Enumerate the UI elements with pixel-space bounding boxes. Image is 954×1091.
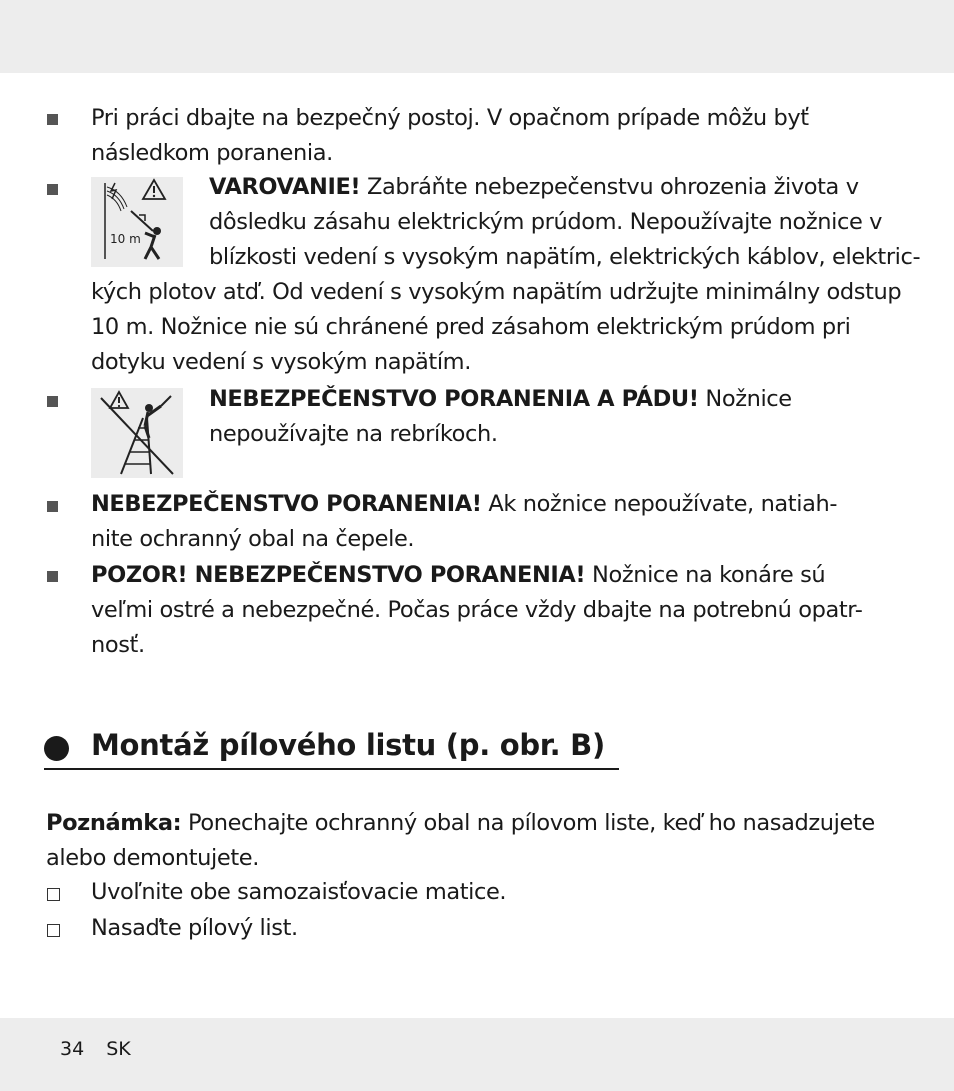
distance-label: 10 m [110,232,141,246]
text-line: alebo demontujete. [46,845,259,871]
text-line: nosť. [91,632,145,658]
page-footer [60,1038,153,1060]
warning-label: VAROVANIE! [209,174,361,200]
top-margin-band [0,0,954,73]
text-line: nite ochranný obal na čepele. [91,526,415,552]
heading-bullet [44,736,69,761]
text-line: následkom poranenia. [91,140,333,166]
warning-item-ladder [91,382,921,452]
text-segment: Zabráňte nebezpečenstvu ohrozenia života v [360,174,859,200]
text-segment: Nožnice [698,386,792,412]
text-segment: Ak nožnice nepoužívate, natiah- [481,491,838,517]
bullet-square [47,184,58,195]
text-line: dotyku vedení s vysokým napätím. [91,349,471,375]
text-line: Pri práci dbajte na bezpečný postoj. V opačnom prípade môžu byť [91,105,809,131]
warning-label: NEBEZPEČENSTVO PORANENIA A PÁDU! [209,386,699,412]
text-line: dôsledku zásahu elektrickým prúdom. Nepoužívajte nožnice v [209,209,883,235]
note-paragraph [46,806,916,876]
bullet-square [47,571,58,582]
page-number: 34 [60,1038,85,1060]
text-line: blízkosti vedení s vysokým napätím, elektrických káblov, elektric- [209,244,921,270]
heading-underline [44,768,619,770]
warning-item-sharp [91,558,921,663]
warning-label: POZOR! NEBEZPEČENSTVO PORANENIA! [91,562,586,588]
bullet-square [47,114,58,125]
language-code: SK [106,1038,131,1060]
text-line: veľmi ostré a nebezpečné. Počas práce vždy dbajte na potrebnú opatr- [91,597,863,623]
warning-item-electrocution [91,170,921,380]
text-line: nepoužívajte na rebríkoch. [209,421,498,447]
warning-label: NEBEZPEČENSTVO PORANENIA! [91,491,482,517]
step-checkbox [47,924,60,937]
text-line: 10 m. Nožnice nie sú chránené pred zásahom elektrickým prúdom pri [91,314,851,340]
text-line: kých plotov atď. Od vedení s vysokým napätím udržujte minimálny odstup [91,279,902,305]
bullet-square [47,396,58,407]
bullet-square [47,501,58,512]
warning-item-stance [91,101,921,171]
warning-item-blade-cover [91,487,921,557]
step-item: Nasaďte pílový list. [91,915,298,941]
section-heading: Montáž pílového listu (p. obr. B) [91,728,605,762]
step-checkbox [47,888,60,901]
text-segment: Ponechajte ochranný obal na pílovom liste, keď ho nasadzujete [181,810,875,836]
text-segment: Nožnice na konáre sú [585,562,826,588]
note-label: Poznámka: [46,810,182,836]
step-item: Uvoľnite obe samozaisťovacie matice. [91,879,507,905]
